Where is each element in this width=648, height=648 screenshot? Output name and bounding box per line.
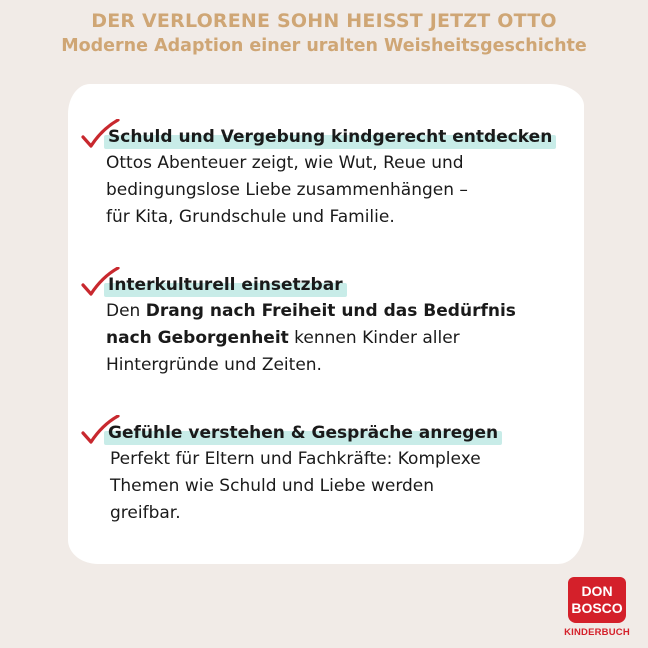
feature-description bbox=[110, 446, 562, 527]
description-line: Hintergründe und Zeiten. bbox=[106, 355, 322, 375]
feature-item-intercultural bbox=[82, 272, 562, 379]
description-line: Themen wie Schuld und Liebe werden bbox=[110, 476, 435, 496]
description-line bbox=[106, 325, 562, 352]
feature-item-emotions bbox=[82, 420, 562, 527]
feature-heading: Schuld und Vergebung kindgerecht entdecken bbox=[104, 124, 556, 150]
description-text: kennen Kinder aller bbox=[288, 328, 460, 348]
description-line bbox=[106, 298, 562, 325]
logo-subtitle: KINDERBUCH bbox=[564, 627, 630, 638]
logo-line: BOSCO bbox=[571, 600, 623, 616]
logo-line: DON bbox=[581, 583, 613, 599]
page-subtitle: Moderne Adaption einer uralten Weisheitsgeschichte bbox=[61, 36, 587, 56]
feature-item-guilt-forgiveness bbox=[82, 124, 562, 231]
description-line: Perfekt für Eltern und Fachkräfte: Komplexe bbox=[110, 449, 481, 469]
header bbox=[0, 8, 648, 59]
feature-description bbox=[106, 298, 562, 379]
feature-description bbox=[106, 150, 562, 231]
feature-heading: Gefühle verstehen & Gespräche anregen bbox=[104, 420, 502, 446]
logo-badge bbox=[568, 577, 626, 623]
description-text: Den bbox=[106, 301, 146, 321]
description-bold-text: Drang nach Freiheit und das Bedürfnis bbox=[145, 301, 516, 321]
description-line: bedingungslose Liebe zusammenhängen – bbox=[106, 180, 468, 200]
page-title: DER VERLORENE SOHN HEISST JETZT OTTO bbox=[91, 10, 557, 32]
description-line: greifbar. bbox=[110, 503, 181, 523]
description-line: für Kita, Grundschule und Familie. bbox=[106, 207, 395, 227]
feature-heading: Interkulturell einsetzbar bbox=[104, 272, 347, 298]
description-bold-text: nach Geborgenheit bbox=[106, 328, 289, 348]
description-line: Ottos Abenteuer zeigt, wie Wut, Reue und bbox=[106, 153, 464, 173]
publisher-logo bbox=[561, 577, 633, 638]
